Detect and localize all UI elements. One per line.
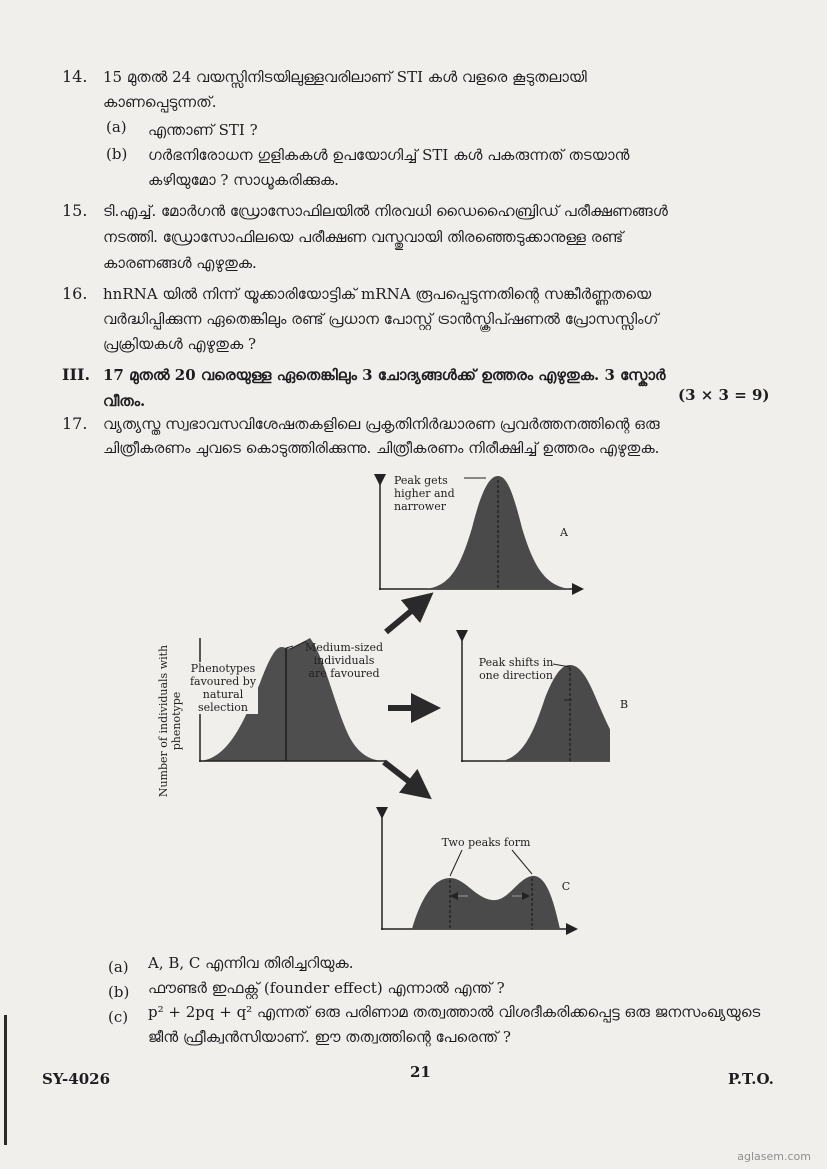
watermark: aglasem.com <box>737 1150 811 1163</box>
question-17-number: 17. <box>62 414 88 433</box>
question-17-line-2: ചിത്രീകരണം ചുവടെ കൊടുത്തിരിക്കുന്നു. ചിത്രീകരണം നിരീക്ഷിച്ച് ഉത്തരം എഴുതുക. <box>103 439 660 457</box>
graph-a-letter: A <box>560 526 568 539</box>
question-17c-line-1-text: എന്നത് ഒരു പരിണാമ തത്വത്താൽ വിശദീകരിക്കപ്പെട്ട ഒരു ജനസംഖ്യയുടെ <box>252 1003 761 1021</box>
question-17b-text: ഫൗണ്ടർ ഇഫക്റ്റ് (founder effect) എന്നാൽ എന്ത് ? <box>148 979 505 997</box>
main-top-annotation: Medium-sized individuals are favoured <box>304 641 384 680</box>
question-16-number: 16. <box>62 284 88 303</box>
graph-c <box>381 813 572 930</box>
question-14-number: 14. <box>62 67 88 86</box>
question-17c-line-2: ജീൻ ഫ്രീക്വൻസിയാണ്. ഈ തത്വത്തിന്റെ പേരെന്ത് ? <box>148 1028 511 1046</box>
paper-code: SY-4026 <box>42 1070 111 1088</box>
question-17a-label: (a) <box>108 958 129 976</box>
graph-b <box>461 636 610 762</box>
question-16-line-2: വർദ്ധിപ്പിക്കുന്ന ഏതെങ്കിലും രണ്ട് പ്രധാന പോസ്റ്റ് ട്രാൻസ്ക്രിപ്ഷണൽ പ്രോസസ്സിംഗ് <box>103 310 659 328</box>
graph-b-annotation: Peak shifts in one direction <box>478 656 554 682</box>
question-14b-line-1: ഗർഭനിരോധന ഗുളികകൾ ഉപയോഗിച്ച് STI കൾ പകരുന്നത് തടയാൻ <box>148 146 630 164</box>
question-16-line-1: hnRNA യിൽ നിന്ന് യൂക്കാരിയോട്ടിക് mRNA രൂപപ്പെടുന്നതിന്റെ സങ്കീർണ്ണതയെ <box>103 285 652 303</box>
question-17a-text: A, B, C എന്നിവ തിരിച്ചറിയുക. <box>148 954 354 972</box>
question-14a-label: (a) <box>106 118 127 136</box>
graph-c-annotation: Two peaks form <box>441 836 531 849</box>
margin-bar <box>4 1015 7 1145</box>
question-15-line-1: ടി.എച്ച്. മോർഗൻ ഡ്രോസോഫിലയിൽ നിരവധി ഡൈഹൈബ്രിഡ് പരീക്ഷണങ്ങൾ <box>103 202 668 220</box>
section-3-marks: (3 × 3 = 9) <box>678 386 770 404</box>
question-14b-line-2: കഴിയുമോ ? സാധൂകരിക്കുക. <box>148 171 339 189</box>
question-14a-text: എന്താണ് STI ? <box>148 121 258 139</box>
question-17c-label: (c) <box>108 1008 129 1026</box>
graph-c-letter: C <box>561 880 571 893</box>
pto-label: P.T.O. <box>728 1070 774 1088</box>
y-axis-label: Number of individuals with phenotype <box>157 644 183 798</box>
natural-selection-figure <box>150 468 629 938</box>
question-15-line-3: കാരണങ്ങൾ എഴുതുക. <box>103 254 257 272</box>
question-17-line-1: വ്യത്യസ്ത സ്വഭാവസവിശേഷതകളിലെ പ്രകൃതിനിർദ്ധാരണ പ്രവർത്തനത്തിന്റെ ഒരു <box>103 415 660 433</box>
question-15-number: 15. <box>62 201 88 220</box>
question-17b-label: (b) <box>108 983 130 1001</box>
page-number: 21 <box>410 1063 431 1081</box>
section-3-number: III. <box>62 365 91 384</box>
question-17c-line-1 <box>148 1002 760 1022</box>
hardy-weinberg-formula: p² + 2pq + q² <box>148 1003 253 1021</box>
question-14-line-1: 15 മുതൽ 24 വയസ്സിനിടയിലുള്ളവരിലാണ് STI കൾ വളരെ കൂടുതലായി <box>103 68 587 86</box>
question-14-line-2: കാണപ്പെടുന്നത്. <box>103 93 217 111</box>
question-16-line-3: പ്രക്രിയകൾ എഴുതുക ? <box>103 335 257 353</box>
section-3-line-2: വീതം. <box>103 392 146 410</box>
question-14b-label: (b) <box>106 145 128 163</box>
main-left-annotation: Phenotypes favoured by natural selection <box>189 662 257 714</box>
graph-a-annotation: Peak gets higher and narrower <box>394 474 455 513</box>
graph-b-letter: B <box>619 698 629 711</box>
selection-arrows <box>384 602 426 790</box>
section-3-line-1: 17 മുതൽ 20 വരെയുള്ള ഏതെങ്കിലും 3 ചോദ്യങ്ങൾക്ക് ഉത്തരം എഴുതുക. 3 സ്കോർ <box>103 366 666 384</box>
question-15-line-2: നടത്തി. ഡ്രോസോഫിലയെ പരീക്ഷണ വസ്തുവായി തിരഞ്ഞെടുക്കാനുള്ള രണ്ട് <box>103 228 624 246</box>
